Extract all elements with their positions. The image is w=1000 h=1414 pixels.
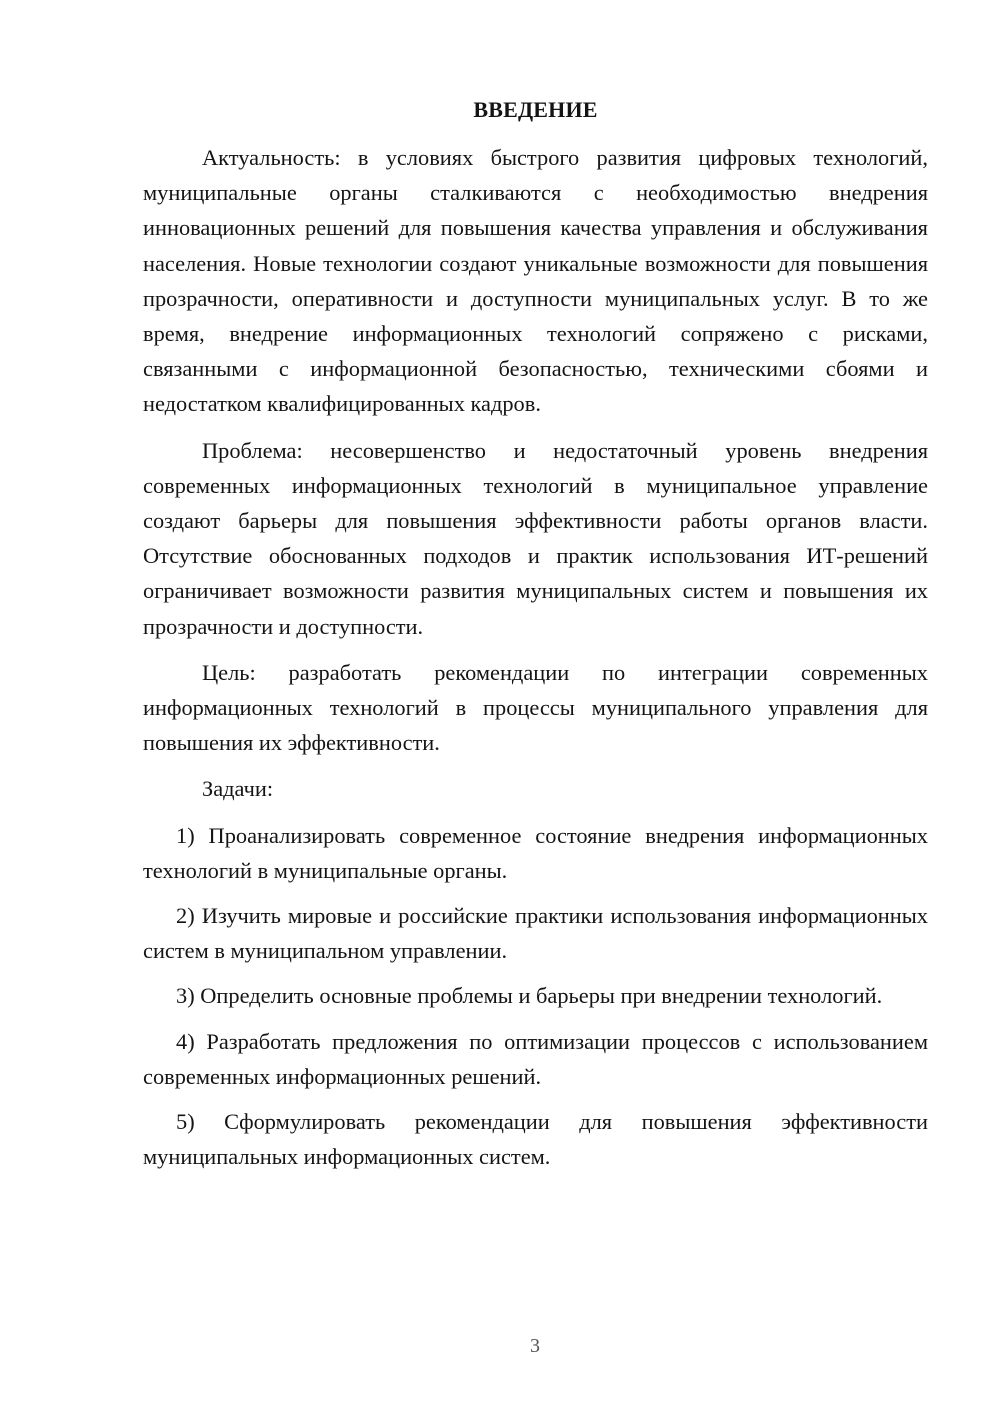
task-item-2: 2) Изучить мировые и российские практики использования информационных систем в муниципальном управлении.	[143, 903, 928, 964]
task-item-5: 5) Сформулировать рекомендации для повышения эффективности муниципальных информационных систем.	[143, 1109, 928, 1170]
section-heading: ВВЕДЕНИЕ	[473, 97, 598, 122]
task-item-3: 3) Определить основные проблемы и барьеры при внедрении технологий.	[176, 983, 883, 1009]
task-item-4: 4) Разработать предложения по оптимизации процессов с использованием современных информационных решений.	[143, 1028, 928, 1089]
tasks-label: Задачи:	[202, 776, 274, 802]
paragraph-relevance: Актуальность: в условиях быстрого развития цифровых технологий, муниципальные органы сталкиваются с необходимостью внедрения инновационных решений для повышения качества управления и обслуживания населения. Новые технологии создают уникальные возможности для повышения прозрачности, оперативности и доступности муниципальных услуг. В то же время, внедрение информационных технологий сопряжено с рисками, связанными с информационной безопасностью, техническими сбоями и недостатком квалифицированных кадров.	[143, 145, 928, 417]
paragraph-goal: Цель: разработать рекомендации по интеграции современных информационных технологий в процессы муниципального управления для повышения их эффективности.	[143, 659, 928, 756]
paragraph-problem: Проблема: несовершенство и недостаточный уровень внедрения современных информационных технологий в муниципальное управление создают барьеры для повышения эффективности работы органов власти. Отсутствие обоснованных подходов и практик использования ИТ-решений ограничивает возможности развития муниципальных систем и повышения их прозрачности и доступности.	[143, 437, 928, 639]
page-number: 3	[530, 1335, 540, 1357]
task-list	[143, 818, 928, 1175]
page-content	[143, 93, 928, 1184]
task-item-1: 1) Проанализировать современное состояние внедрения информационных технологий в муниципальные органы.	[143, 822, 928, 883]
